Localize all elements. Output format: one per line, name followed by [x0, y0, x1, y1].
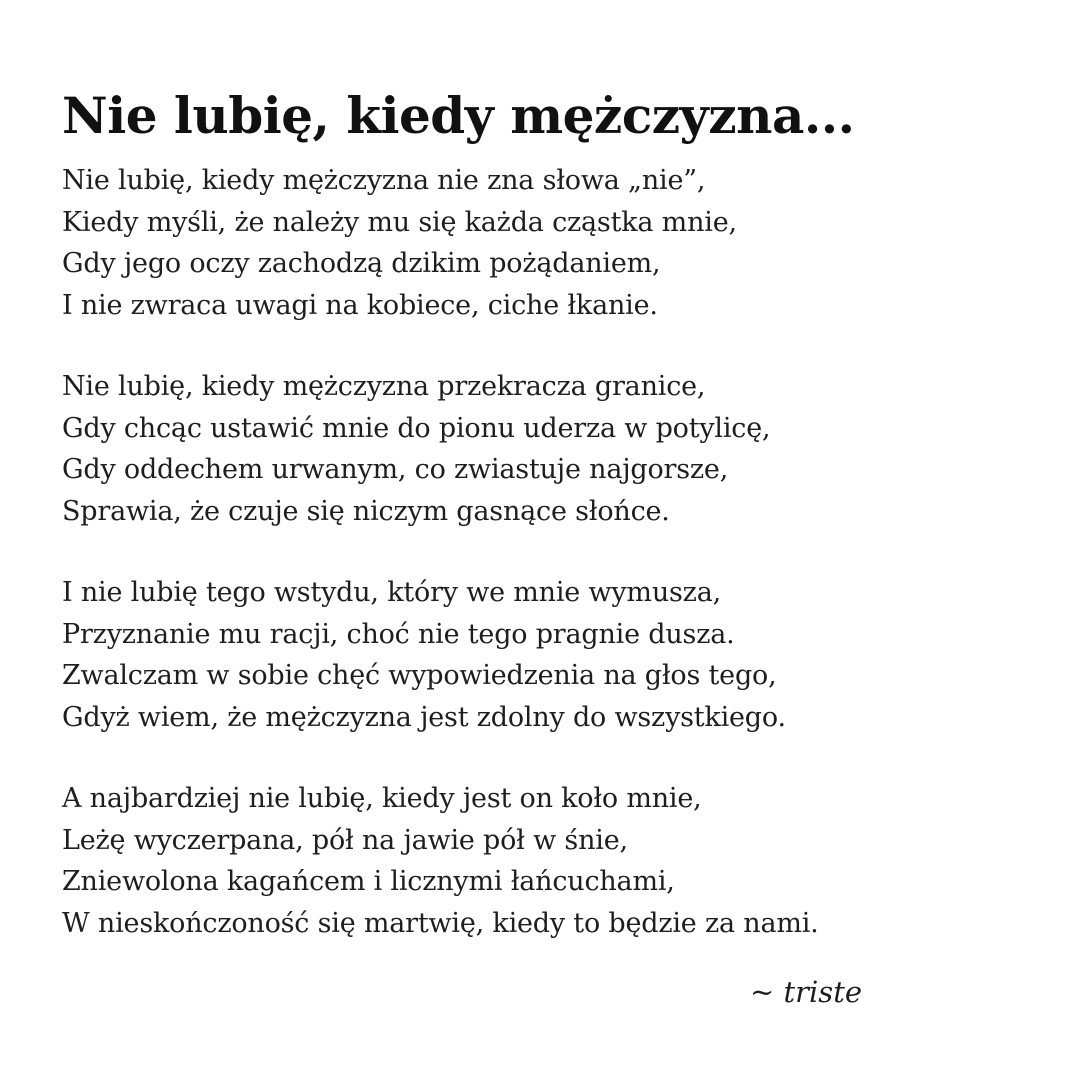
poem-title: Nie lubię, kiedy mężczyzna... [62, 86, 855, 145]
poem-line: Leżę wyczerpana, pół na jawie pół w śnie, [62, 824, 628, 856]
poem-line: Gdyż wiem, że mężczyzna jest zdolny do wszystkiego. [62, 701, 786, 733]
poem-line: Nie lubię, kiedy mężczyzna przekracza granice, [62, 371, 706, 402]
poem-line: A najbardziej nie lubię, kiedy jest on koło mnie, [62, 783, 702, 814]
poem-line: I nie zwraca uwagi na kobiece, ciche łkanie. [62, 289, 658, 321]
poem-line: Gdy oddechem urwanym, co zwiastuje najgorsze, [62, 454, 729, 485]
stanza-2 [62, 366, 1022, 532]
poem-line: Sprawia, że czuje się niczym gasnące słońce. [62, 495, 670, 527]
poem-line: Nie lubię, kiedy mężczyzna nie zna słowa „nie”, [62, 165, 706, 196]
poem-line: Zwalczam w sobie chęć wypowiedzenia na głos tego, [62, 660, 777, 691]
poem-line: Przyznanie mu racji, choć nie tego pragnie dusza. [62, 618, 735, 650]
poem-line: I nie lubię tego wstydu, który we mnie wymusza, [62, 577, 721, 608]
poem-line: W nieskończoność się martwię, kiedy to będzie za nami. [62, 907, 819, 939]
poem-line: Zniewolona kagańcem i licznymi łańcuchami, [62, 866, 675, 897]
stanza-1 [62, 160, 1022, 326]
poem [62, 82, 1022, 984]
poem-line: Gdy jego oczy zachodzą dzikim pożądaniem, [62, 248, 661, 279]
poem-line: Gdy chcąc ustawić mnie do pionu uderza w potylicę, [62, 412, 771, 444]
stanza-4 [62, 778, 1022, 944]
poem-line: Kiedy myśli, że należy mu się każda cząstka mnie, [62, 206, 737, 238]
author-signature: ~ triste [750, 975, 863, 1009]
stanza-3 [62, 572, 1022, 738]
